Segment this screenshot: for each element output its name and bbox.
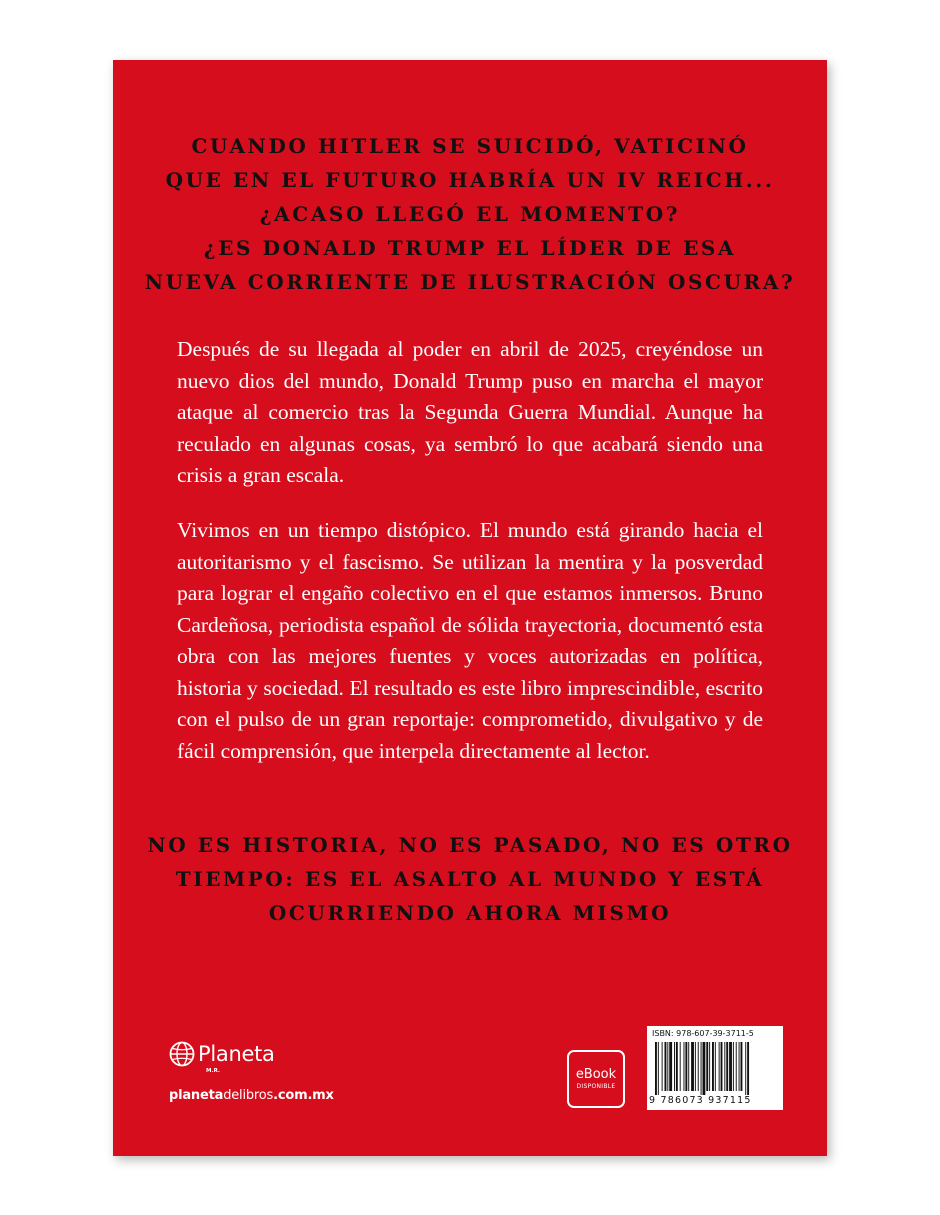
publisher-website [169,1088,334,1103]
publisher-logo [169,1041,275,1067]
back-cover [113,60,827,1156]
top-headline-line: CUANDO HITLER SE SUICIDÓ, VATICINÓ [191,134,749,158]
synopsis-paragraph-1: Después de su llegada al poder en abril de 2025, creyéndose un nuevo dios del mundo, Donald Trump puso en marcha el mayor ataque al comercio tras la Segunda Guerra Mundial. Aunque ha reculado en algunas cosas, ya sembró lo que acabará siendo una crisis a gran escala. [177,337,763,487]
barcode-digits: 9 786073 937115 [649,1095,752,1106]
website-bold-part: planeta [169,1088,224,1103]
isbn-barcode [647,1026,783,1110]
top-headline [113,129,827,299]
ebook-badge-title: eBook [575,1066,617,1082]
website-tail-part: .com.mx [273,1088,334,1103]
top-headline-line: ¿ACASO LLEGÓ EL MOMENTO? [259,202,681,226]
ebook-badge [567,1050,625,1108]
globe-icon [169,1041,195,1067]
bottom-headline-line: NO ES HISTORIA, NO ES PASADO, NO ES OTRO [147,833,793,857]
ebook-badge-subtitle: DISPONIBLE [576,1082,616,1090]
top-headline-line: QUE EN EL FUTURO HABRÍA UN IV REICH... [165,168,775,192]
top-headline-line: NUEVA CORRIENTE DE ILUSTRACIÓN OSCURA? [144,270,796,294]
synopsis-paragraph-2: Vivimos en un tiempo distópico. El mundo está girando hacia el autoritarismo y el fascismo. Se utilizan la mentira y la posverdad para lograr el engaño colectivo en el que estamos inmersos. Bruno Cardeñosa, periodista español de sólida trayectoria, documentó esta obra con las mejores fuentes y voces autorizadas en política, historia y sociedad. El resultado es este libro imprescindible, escrito con el pulso de un gran reportaje: comprometido, divulgativo y de fácil comprensión, que interpela directamente al lector. [177,518,763,763]
isbn-label: ISBN: 978-607-39-3711-5 [652,1029,754,1038]
barcode-bars [653,1042,777,1095]
bottom-headline [113,828,827,930]
top-headline-line: ¿ES DONALD TRUMP EL LÍDER DE ESA [203,236,737,260]
bottom-headline-line: OCURRIENDO AHORA MISMO [268,901,672,925]
bottom-headline-line: TIEMPO: ES EL ASALTO AL MUNDO Y ESTÁ [175,867,765,891]
website-mid-part: delibros [223,1088,274,1103]
registered-mark: M.R. [206,1068,220,1074]
publisher-name: Planeta [198,1042,275,1066]
